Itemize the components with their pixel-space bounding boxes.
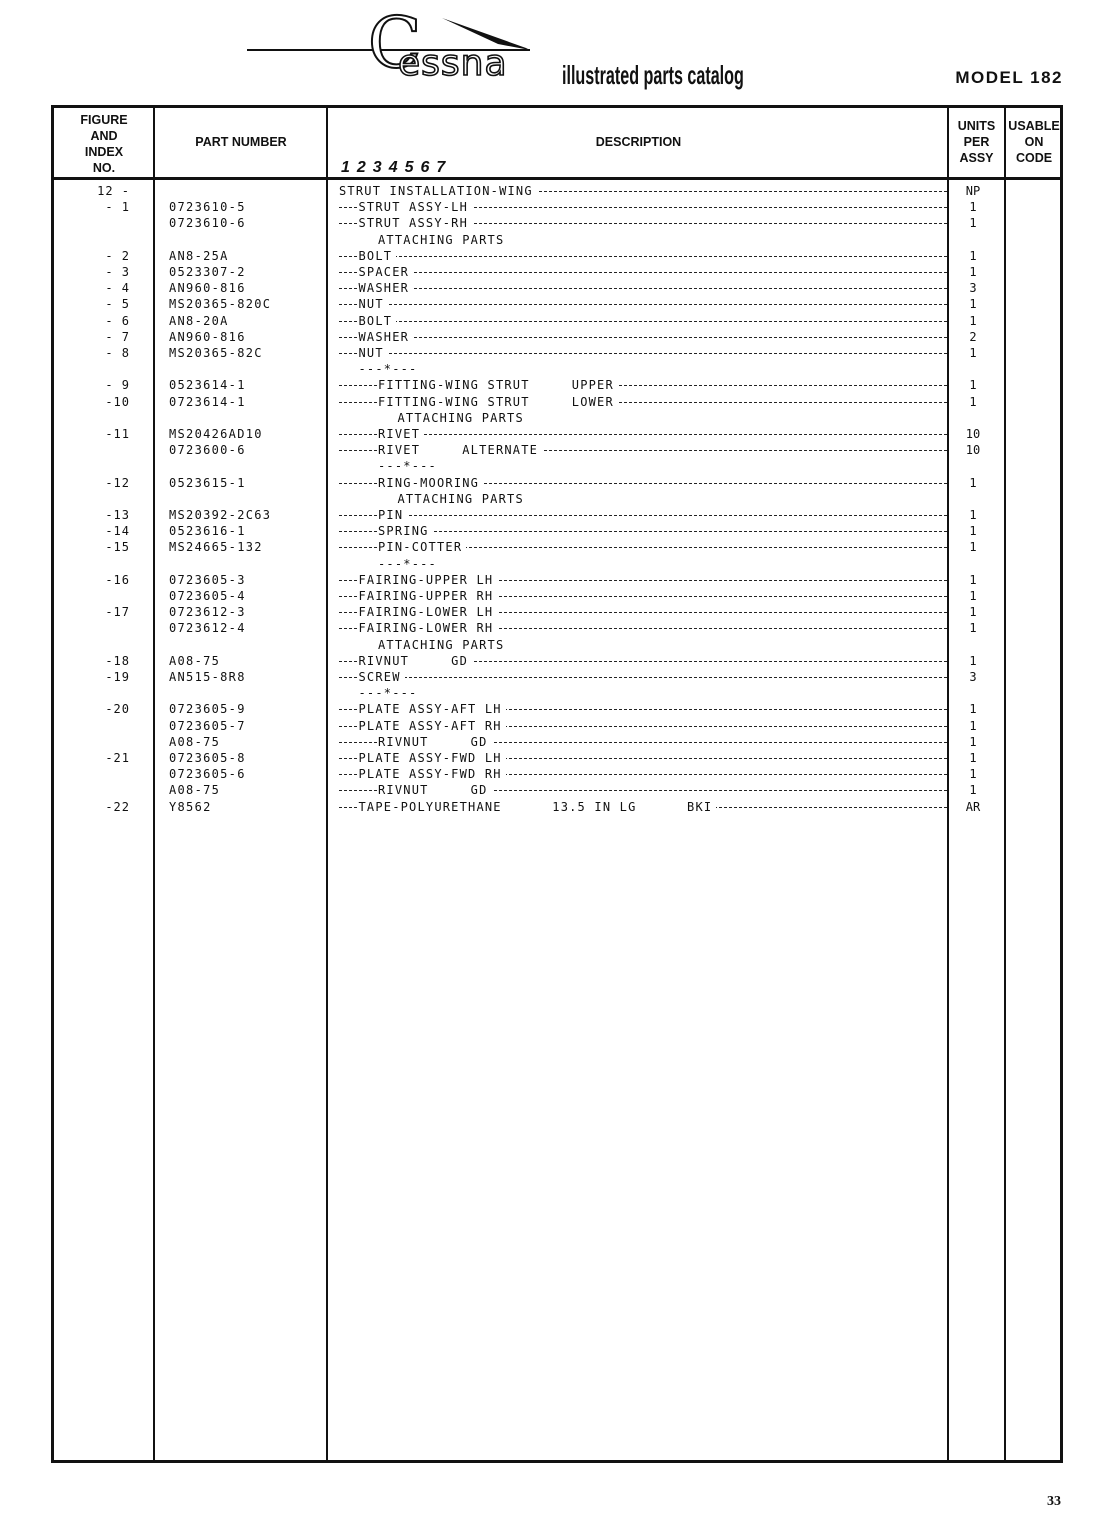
description-text: PLATE ASSY-FWD RH [359,767,506,781]
units-per-assy: 1 [969,265,977,279]
description [339,377,947,393]
units-per-assy: 1 [969,621,977,636]
index-number: -21 [105,751,130,765]
index-number: -13 [105,508,130,522]
indent-level-digits: 1234567 [341,159,453,176]
description [339,669,947,685]
part-number: 0523307-2 [169,265,246,279]
description-text: ATTACHING PARTS [378,638,508,652]
description-text: WASHER [359,281,414,295]
description-text: TAPE-POLYURETHANE 13.5 IN LG BKI [359,800,717,814]
leader-dashes [339,677,947,678]
index-number: - 9 [105,378,130,393]
table-row [54,426,1054,442]
table-row [54,296,1054,312]
part-number: 0723610-5 [169,200,246,215]
description-text: STRUT INSTALLATION-WING [339,184,537,198]
description [339,410,947,426]
part-number: 0523616-1 [169,524,246,539]
model-label: MODEL 182 [955,68,1063,87]
description-text: RIVET [378,427,424,441]
units-per-assy: 3 [969,281,977,296]
units-per-assy: 3 [969,670,977,684]
leader-dashes [339,304,947,305]
description-text: RING-MOORING [378,476,483,490]
description [339,782,947,798]
index-number: 12 - [97,184,130,198]
description [339,280,947,296]
part-number: AN8-20A [169,313,229,328]
description-text: FAIRING-LOWER RH [359,621,498,635]
description [339,588,947,604]
table-row [54,766,1054,782]
part-number: 0723605-6 [169,767,246,782]
description [339,458,947,474]
leader-dashes [339,272,947,273]
table-row [54,799,1054,815]
description-text: ATTACHING PARTS [398,411,528,425]
units-per-assy: 1 [969,297,977,312]
description-text: STRUT ASSY-RH [359,216,473,230]
table-row [54,410,1054,426]
table-row [54,701,1054,717]
index-number: - 4 [105,281,130,296]
part-number: Y8562 [169,799,212,814]
description-text: SCREW [359,670,405,684]
part-number: 0723610-6 [169,216,246,231]
index-number: -19 [105,670,130,684]
index-number: -10 [105,394,130,409]
description [339,718,947,734]
units-per-assy: 10 [965,443,981,458]
units-per-assy: 1 [969,394,977,409]
description [339,426,947,442]
description [339,264,947,280]
units-per-assy-header: UNITS PER ASSY [957,119,996,165]
units-per-assy: 1 [969,524,977,539]
description-text: RIVNUT GD [378,735,492,749]
cessna-logo [368,2,546,88]
part-number: MS20365-82C [169,346,263,360]
table-row [54,539,1054,555]
description-text: SPRING [378,524,433,538]
description [339,750,947,766]
part-number: AN960-816 [169,329,246,344]
description-text: STRUT ASSY-LH [359,200,473,214]
description-text: FITTING-WING STRUT LOWER [378,395,618,409]
description-text: ATTACHING PARTS [398,492,528,506]
table-row [54,442,1054,458]
units-per-assy: 1 [969,508,977,522]
units-per-assy: 10 [965,427,981,441]
description [339,361,947,377]
description [339,199,947,215]
description [339,766,947,782]
description [339,442,947,458]
units-per-assy: 1 [969,702,977,717]
description [339,491,947,507]
description [339,685,947,701]
table-row [54,183,1054,199]
table-row [54,782,1054,798]
description-text: NUT [359,346,388,360]
index-number: - 7 [105,329,130,344]
table-row [54,572,1054,588]
part-number: 0723605-4 [169,589,246,603]
index-number: -18 [105,653,130,668]
leader-dashes [339,353,947,354]
description [339,620,947,636]
part-number-header: PART NUMBER [195,135,287,149]
part-number: MS24665-132 [169,540,263,555]
part-number: 0723614-1 [169,394,246,409]
table-row [54,475,1054,491]
table-row [54,329,1054,345]
description-text: BOLT [359,314,397,328]
index-number: -12 [105,475,130,490]
part-number: 0723612-3 [169,605,246,620]
header-divider [51,177,1063,180]
description-text: BOLT [359,249,397,263]
description-text: FITTING-WING STRUT UPPER [378,378,618,392]
table-row [54,718,1054,734]
table-row [54,653,1054,669]
part-number: AN515-8R8 [169,670,246,684]
leader-dashes [339,256,947,257]
description [339,572,947,588]
description-text: WASHER [359,330,414,344]
description [339,539,947,555]
table-row [54,750,1054,766]
index-number: - 3 [105,265,130,279]
units-per-assy: 1 [969,605,977,620]
description-text: ---*--- [378,557,441,571]
units-per-assy: 1 [969,248,977,263]
description-text: SPACER [359,265,414,279]
index-number: - 6 [105,313,130,328]
table-row [54,361,1054,377]
units-per-assy: 2 [969,329,977,344]
table-row [54,507,1054,523]
description-text: FAIRING-LOWER LH [359,605,498,619]
description [339,248,947,264]
table-row [54,458,1054,474]
units-per-assy: NP [965,184,981,198]
index-number: - 1 [105,200,130,215]
part-number: 0723612-4 [169,621,246,636]
leader-dashes [339,515,947,516]
description-text: RIVNUT GD [359,654,473,668]
description-text: FAIRING-UPPER RH [359,589,498,603]
units-per-assy: 1 [969,589,977,603]
table-row [54,734,1054,750]
part-number: AN8-25A [169,248,229,263]
description-text: PIN [378,508,407,522]
table-row [54,620,1054,636]
index-number: - 8 [105,346,130,360]
description [339,507,947,523]
table-row [54,669,1054,685]
units-per-assy: 1 [969,783,977,798]
part-number: A08-75 [169,653,221,668]
description-text: RIVNUT GD [378,783,492,797]
units-per-assy: 1 [969,216,977,231]
table-row [54,248,1054,264]
table-row [54,523,1054,539]
description [339,556,947,572]
description-text: ---*--- [359,362,422,376]
part-number: AN960-816 [169,281,246,296]
description [339,183,947,199]
index-number: - 2 [105,248,130,263]
table-row [54,556,1054,572]
leader-dashes [339,434,947,435]
description [339,604,947,620]
catalog-subtitle: illustrated parts catalog [562,60,744,90]
part-number: 0723600-6 [169,443,246,458]
description-text: ---*--- [359,686,422,700]
table-row [54,588,1054,604]
figure-index-header: FIGURE AND INDEX NO. [80,113,128,175]
table-row [54,313,1054,329]
units-per-assy: AR [965,799,981,814]
leader-dashes [339,337,947,338]
description-text: PLATE ASSY-AFT RH [359,719,506,733]
description [339,329,947,345]
units-per-assy: 1 [969,313,977,328]
part-number: 0723605-8 [169,751,246,765]
logo-text: essna [398,43,508,84]
part-number: 0723605-3 [169,572,246,587]
table-row [54,232,1054,248]
table-row [54,199,1054,215]
description [339,345,947,361]
description [339,296,947,312]
units-per-assy: 1 [969,734,977,749]
leader-dashes [339,288,947,289]
table-row [54,637,1054,653]
index-number: -15 [105,540,130,555]
part-number: A08-75 [169,783,221,798]
index-number: -20 [105,702,130,717]
description [339,734,947,750]
index-number: -11 [105,427,130,441]
logo-letter: C [368,2,422,84]
table-row [54,280,1054,296]
description [339,653,947,669]
description-text: PIN-COTTER [378,540,466,554]
part-number: 0523615-1 [169,475,246,490]
index-number: -17 [105,605,130,620]
units-per-assy: 1 [969,767,977,782]
description-text: ---*--- [378,459,441,473]
usable-on-code-header: USABLE ON CODE [1008,119,1060,165]
table-row [54,604,1054,620]
index-number: -16 [105,572,130,587]
description-header: DESCRIPTION [595,135,682,149]
part-number: 0723605-7 [169,718,246,733]
table-row [54,264,1054,280]
index-number: - 5 [105,297,130,312]
description [339,701,947,717]
units-per-assy: 1 [969,751,977,765]
units-per-assy: 1 [969,540,977,555]
description-text: FAIRING-UPPER LH [359,573,498,587]
table-row [54,394,1054,410]
units-per-assy: 1 [969,653,977,668]
table-row [54,491,1054,507]
description [339,232,947,248]
part-number: MS20365-820C [169,297,272,312]
table-row [54,215,1054,231]
units-per-assy: 1 [969,572,977,587]
description [339,394,947,410]
units-per-assy: 1 [969,718,977,733]
page-number: 33 [1047,1494,1061,1509]
description [339,637,947,653]
part-number: MS20392-2C63 [169,508,272,522]
table-row [54,685,1054,701]
description [339,215,947,231]
description [339,799,947,815]
description [339,313,947,329]
description [339,523,947,539]
units-per-assy: 1 [969,346,977,360]
description [339,475,947,491]
units-per-assy: 1 [969,475,977,490]
units-per-assy: 1 [969,378,977,393]
part-number: MS20426AD10 [169,427,263,441]
description-text: NUT [359,297,388,311]
table-row [54,377,1054,393]
part-number: 0523614-1 [169,378,246,393]
part-number: A08-75 [169,734,221,749]
description-text: PLATE ASSY-FWD LH [359,751,506,765]
index-number: -22 [105,799,130,814]
leader-dashes [339,321,947,322]
table-row [54,345,1054,361]
description-text: PLATE ASSY-AFT LH [359,702,506,716]
part-number: 0723605-9 [169,702,246,717]
description-text: ATTACHING PARTS [378,233,508,247]
index-number: -14 [105,524,130,539]
description-text: RIVET ALTERNATE [378,443,542,457]
units-per-assy: 1 [969,200,977,215]
